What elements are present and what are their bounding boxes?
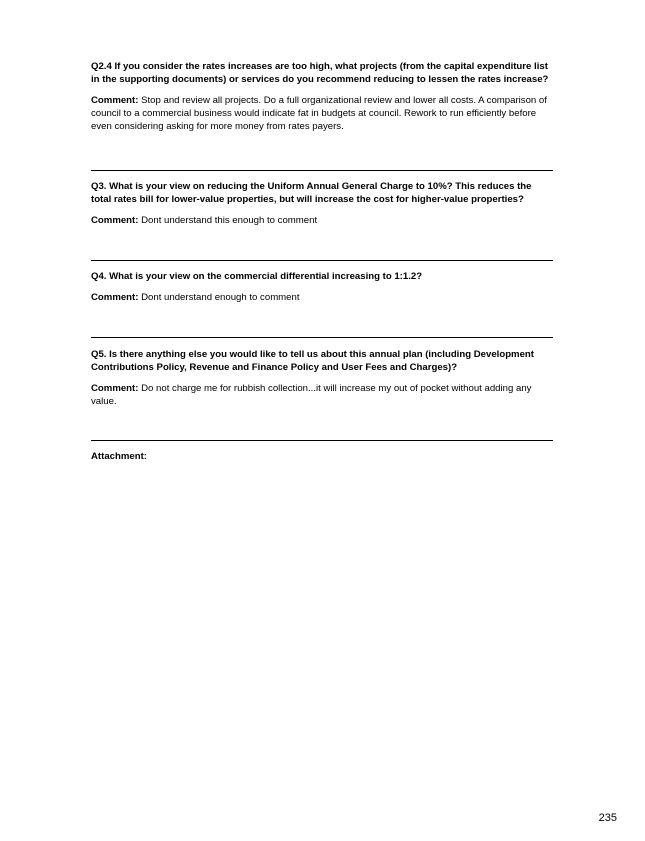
section-q2-4	[91, 60, 553, 133]
comment-label: Comment:	[91, 292, 139, 303]
comment-text: Dont understand enough to comment	[141, 292, 300, 303]
comment-label: Comment:	[91, 215, 139, 226]
question-q4: Q4. What is your view on the commercial differential increasing to 1:1.2?	[91, 271, 423, 282]
question-q3: Q3. What is your view on reducing the Uniform Annual General Charge to 10%? This reduces the total rates bill for lower-value properties, but will increase the cost for higher-value properties?	[91, 181, 532, 205]
section-q4	[91, 270, 553, 304]
question-q2-4: Q2.4 If you consider the rates increases are too high, what projects (from the capital expenditure list in the supporting documents) or services do you recommend reducing to lessen the rates increase?	[91, 61, 549, 85]
comment-label: Comment:	[91, 383, 139, 394]
divider-line	[91, 440, 553, 441]
comment-q2-4	[91, 94, 553, 133]
document-page	[91, 60, 553, 463]
comment-text: Do not charge me for rubbish collection...it will increase my out of pocket without adding any value.	[91, 383, 532, 407]
comment-label: Comment:	[91, 95, 139, 106]
attachment-label: Attachment:	[91, 451, 147, 462]
comment-q5	[91, 382, 553, 408]
section-q5	[91, 348, 553, 408]
comment-text: Dont understand this enough to comment	[141, 215, 318, 226]
divider-line	[91, 337, 553, 338]
divider-line	[91, 260, 553, 261]
section-q3	[91, 180, 553, 227]
question-q5: Q5. Is there anything else you would like to tell us about this annual plan (including Development Contributions Policy, Revenue and Finance Policy and User Fees and Charges)?	[91, 349, 534, 373]
comment-q4	[91, 291, 553, 304]
comment-q3	[91, 214, 553, 227]
page-number: 235	[598, 812, 617, 824]
comment-text: Stop and review all projects. Do a full organizational review and lower all costs. A comparison of council to a commercial business would indicate fat in budgets at council. Rework to run efficiently before even considering asking for more money from rates payers.	[91, 95, 547, 132]
divider-line	[91, 170, 553, 171]
